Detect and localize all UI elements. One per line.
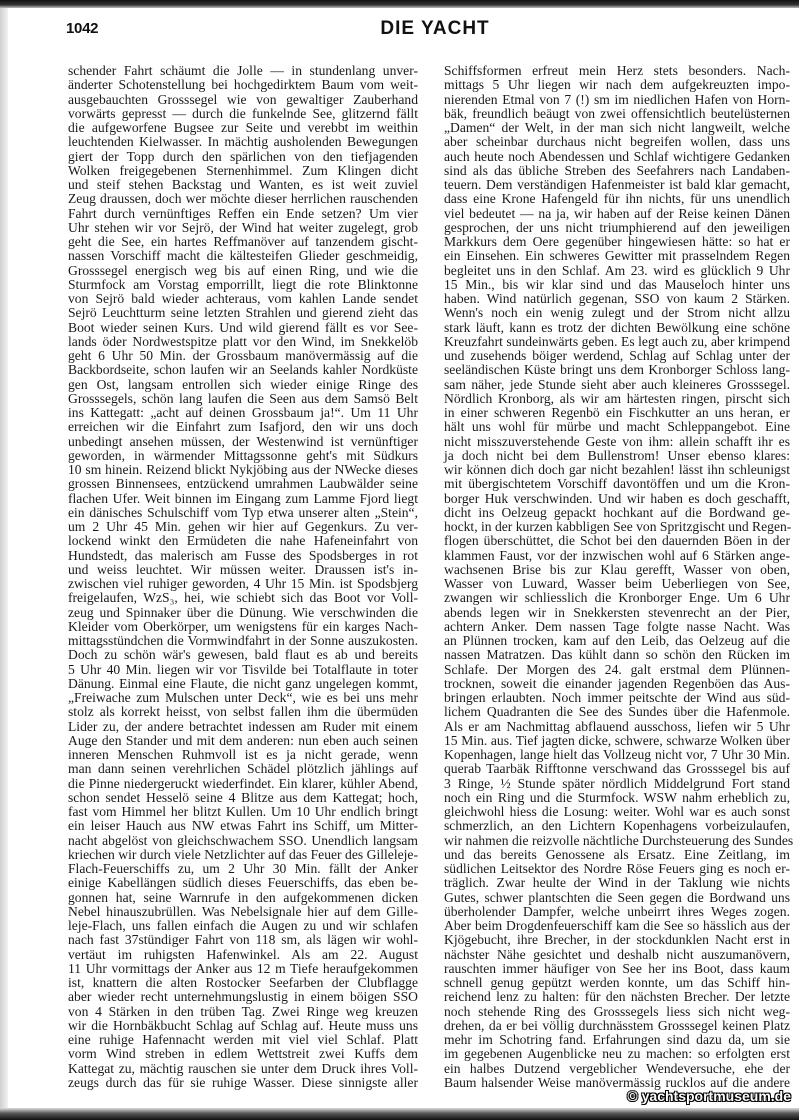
text-line: Uhr stehen wir vor Sejrö, der Wind hat weiter zugelegt, grob xyxy=(68,219,418,235)
text-line: trocknen, soweit die einander jagenden Regenböen das Aus- xyxy=(444,675,790,691)
text-line: inneren Menschen Ruhmvoll ist es ja nicht gerade, wenn xyxy=(68,747,418,762)
text-line: überholender Dampfer, welche unbeirrt ihres Weges zogen. xyxy=(444,903,790,919)
text-line: leuchtenden Kielwasser. In mächtig ausholenden Bewegungen xyxy=(68,134,418,150)
text-line: Wolken freigegebenen Sternenhimmel. Zum Klingen dicht xyxy=(68,162,418,178)
text-line: flachen Ufer. Weit binnen im Eingang zum Lamme Fjord liegt xyxy=(68,490,418,506)
text-line: haben. Wind natürlich gegenan, SSO von kaum 2 Stärken. xyxy=(444,291,790,306)
text-line: Flach-Feuerschiffs zu, um 2 Uhr 30 Min. fällt der Anker xyxy=(68,861,418,876)
text-line: vorm Wind streben in edlem Wettstreit zwei Kuffs dem xyxy=(68,1046,418,1062)
text-line: träglich. Zwar heulte der Wind in der Taklung wie nichts xyxy=(444,875,790,891)
text-line: Wenn's noch ein wenig zulegt und der Strom nicht allzu xyxy=(444,305,790,321)
text-line: nächster Nähe gesichtet und deshalb nicht auszumanövern, xyxy=(444,946,790,962)
text-line: und zusehends böiger werdend, Schlag auf Schlag unter der xyxy=(444,348,790,363)
text-line: borger Huk verschwinden. Und wir haben es doch geschafft, xyxy=(444,490,790,506)
text-line: Sejrö Leuchtturm seine letzten Strahlen und gierend zieht das xyxy=(68,305,418,321)
text-line: um 2 Uhr 45 Min. gehen wir hier auf Gegenkurs. Zu ver- xyxy=(68,519,418,534)
text-line: Kopenhagen, lange hielt das Vollzeug nicht vor, 7 Uhr 30 Min. xyxy=(444,747,790,762)
text-line: Schiffsformen erfreut mein Herz stets besonders. Nach- xyxy=(444,63,790,78)
text-line: Zeug draussen, doch wer möchte dieser herrlichen rauschenden xyxy=(68,191,418,207)
text-line: Baum halsender Weise manövermässig rucklos auf die andere xyxy=(444,1074,790,1090)
text-line: Hundstedt, das malerisch am Fusse des Spodsberges in rot xyxy=(68,547,418,563)
text-line: dass eine Krone Hafengeld für ihn nichts, für uns unendlich xyxy=(444,191,790,207)
text-line: ein dänisches Schulschiff vom Typ etwa unserer alten „Stein“, xyxy=(68,504,418,520)
text-line: Auge den Stander und mit dem anderen: nun eben auch seinen xyxy=(68,732,418,748)
text-line: Kjögebucht, ihre Brecher, in der stockdunklen Nacht erst in xyxy=(444,932,790,948)
text-line: mittagsstündchen die Vormwindfahrt in der Sonne auszukosten. xyxy=(68,633,418,648)
text-line: 15 Min. aus. Tief jagten dicke, schwere, schwarze Wolken über xyxy=(444,732,790,748)
text-line: freigelaufen, WzS₃, hei, wie schiebt sich das Boot vor Voll- xyxy=(68,590,418,606)
text-line: Markkurs dem Oere gegenüber hingewiesen hätte: so hat er xyxy=(444,234,790,249)
scan-top-edge xyxy=(0,0,799,8)
text-line: wachsenen Brise bis zur Klau gerefft, Wasser von oben, xyxy=(444,561,790,577)
text-line: Backbordseite, schon laufen wir an Seelands kahler Nordküste xyxy=(68,362,418,378)
text-line: einige Kabellängen südlich dieses Feuerschiffs, das eben be- xyxy=(68,875,418,891)
text-line: Wasser von Luward, Wasser beim Ueberliegen von See, xyxy=(444,576,790,591)
text-line: und weiss leuchtet. Wir müssen weiter. Draussen ist's in- xyxy=(68,561,418,577)
text-line: und das bereits Genossene als Ersatz. Eine Zeitlang, im xyxy=(444,846,790,862)
text-line: nacht abgelöst von gleichschwachem SSO. Unendlich langsam xyxy=(68,832,418,848)
text-line: man dann seinen verehrlichen Schädel plötzlich jählings auf xyxy=(68,761,418,777)
text-line: grossen Binnensees, entzückend umrahmen Laubwälder seine xyxy=(68,476,418,492)
text-line: reichend lenz zu halten: für den nächsten Brecher. Der letzte xyxy=(444,989,790,1005)
copyright-watermark: © yachtsportmuseum.de xyxy=(627,1088,791,1104)
text-line: an Plünnen trocken, kam auf den Leib, das Oelzeug auf die xyxy=(444,633,790,648)
text-line: seeländischen Küste bringt uns dem Kronborger Schloss lang- xyxy=(444,362,790,378)
text-line: Grosssegel energisch weg bis auf einen Ring, und wie die xyxy=(68,262,418,278)
text-line: von 4 Stärken in den trüben Tag. Zwei Ringe weg kreuzen xyxy=(68,1003,418,1019)
text-line: gesprochen, der uns nicht triumphierend auf den jeweiligen xyxy=(444,219,790,235)
text-line: ausgebauchten Grosssegel wie von gewaltiger Zauberhand xyxy=(68,91,418,107)
text-line: Aber beim Drogdenfeuerschiff kam die See so hässlich aus der xyxy=(444,918,790,933)
text-line: wir können dich doch gar nicht bezahlen! lässt ihn schleunigst xyxy=(444,462,790,477)
text-line: Kreuzfahrt sundeinwärts geben. Es legt auch zu, aber krimpend xyxy=(444,333,790,349)
text-line: Kattegat zu, mächtig rauschen sie unter dem Druck ihres Voll- xyxy=(68,1060,418,1076)
text-line: die aufgeworfene Bugsee zur Seite und verebbt im weithin xyxy=(68,120,418,135)
text-line: vorwärts gepresst — durch die funkelnde See, glitzernd fällt xyxy=(68,105,418,121)
text-line: rauschten immer häufiger von See her ins Boot, dass kaum xyxy=(444,960,790,976)
text-line: eine ruhige Hafennacht werden mit viel viel Schlaf. Platt xyxy=(68,1032,418,1047)
text-line: auch heute noch Abendessen und Schlaf wichtigere Gedanken xyxy=(444,148,790,164)
text-line: ein Einsehen. Ein schweres Gewitter mit prasselndem Regen xyxy=(444,248,790,264)
text-line: kriechen wir durch viele Netzlichter auf das Feuer des Gilleleje- xyxy=(68,846,418,862)
text-line: und steif stehen Backstag und Wanten, es ist weit zuviel xyxy=(68,177,418,192)
text-line: zwischen viel ruhiger geworden, 4 Uhr 15 Min. ist Spodsbjerg xyxy=(68,576,418,591)
text-line: 3 Ringe, ½ Stunde später nördlich Middelgrund Fort stand xyxy=(444,775,790,791)
text-line: Schlafe. Der Morgen des 24. galt erstmal dem Plünnen- xyxy=(444,661,790,677)
text-line: sind als das übliche Streben des Seefahrers nach Landaben- xyxy=(444,162,790,178)
text-line: gleichwohl hiess die Losung: weiter. Wohl war es auch sonst xyxy=(444,804,790,819)
text-line: drehen, da er bei völlig durchnässtem Grosssegel keinen Platz xyxy=(444,1017,790,1033)
text-line: nassen Matratzen. Das kühlt dann so schön den Rücken im xyxy=(444,647,790,663)
text-line: 15 Min., bis wir klar sind und das Mauseloch hinter uns xyxy=(444,276,790,292)
text-line: unbedingt ansehen müssen, der Westenwind ist vernünftiger xyxy=(68,433,418,449)
text-line: wir nahmen die reizvolle nächtliche Durchsteuerung des Sundes xyxy=(444,832,794,848)
text-column-left xyxy=(68,64,418,1090)
text-line: stark läuft, kann es trotz der dichten Bewölkung eine schöne xyxy=(444,319,790,335)
text-line: abends legen wir in Snekkersten stevenrecht an der Pier, xyxy=(444,604,790,620)
text-line: Gutes, schwer plantschten die Seen gegen die Bordwand uns xyxy=(444,889,790,905)
text-line: sam näher, jede Stunde sieht aber auch kleineres Grosssegel. xyxy=(444,376,790,392)
text-line: änderter Schotenstellung bei hochgedirktem Baum vom weit- xyxy=(68,77,418,93)
text-line: schmerzlich, an den Lichtern Kopenhagens vorbeizulaufen, xyxy=(444,818,790,834)
text-line: dicht ins Oelzeug gepackt hochkant auf die Bordwand ge- xyxy=(444,504,790,520)
text-line: nach fast 37stündiger Fahrt von 118 sm, als lägen wir wohl- xyxy=(68,932,418,948)
text-line: klammen Faust, vor der inzwischen wohl auf 6 Stärken ange- xyxy=(444,547,790,563)
text-line: „Damen“ der Welt, in der man sich nicht langweilt, welche xyxy=(444,120,790,135)
text-line: schnell genug gepützt werden konnte, um das Schiff hin- xyxy=(444,975,790,990)
page-number: 1042 xyxy=(66,20,99,37)
text-line: querab Taarbäk Rifftonne verschwand das Grosssegel bis auf xyxy=(444,761,790,777)
text-line: lands öder Nordwestspitze platt vor den Wind, im Snekkelöb xyxy=(68,333,418,349)
text-line: nierenden Etmal von 7 (!) sm im niedlichen Hafen von Horn- xyxy=(444,91,790,107)
text-line: „Freiwache zum Mulschen unter Deck“, wie es bei uns mehr xyxy=(68,690,418,705)
text-line: bringen erlaubten. Noch immer peitschte der Wind aus süd- xyxy=(444,690,790,705)
text-line: schender Fahrt schäumt die Jolle — in stundenlang unver- xyxy=(68,63,418,78)
text-line: mit übergischtetem Vorschiff davontöffen und um die Kron- xyxy=(444,476,790,492)
text-line: stolz als korrekt heisst, von selbst fallen ihm die übermüden xyxy=(68,704,418,720)
text-line: wir die Hornbäkbucht Schlag auf Schlag auf. Heute muss uns xyxy=(68,1017,418,1033)
text-line: Als er am Nachmittag abflauend ausschoss, liefen wir 5 Uhr xyxy=(444,718,790,734)
journal-title: DIE YACHT xyxy=(380,18,490,39)
text-line: aber scheinbar durchaus nicht begreifen wollen, dass uns xyxy=(444,134,790,150)
text-line: fast vom Himmel her blitzt Kullen. Um 10 Uhr endlich bringt xyxy=(68,804,418,819)
text-line: 5 Uhr 40 Min. liegen wir vor Tisvilde bei Totalflaute in toter xyxy=(68,661,418,677)
text-line: ein leiser Hauch aus NW etwas Fahrt ins Schiff, um Mitter- xyxy=(68,818,418,834)
text-line: achtern Anker. Dem nassen Tage folgte nasse Nacht. Was xyxy=(444,618,790,634)
text-line: ins Kattegatt: „acht auf deinen Grossbaum ja!“. Um 11 Uhr xyxy=(68,405,418,420)
text-line: begleitet uns in den Schlaf. Am 23. wird es glücklich 9 Uhr xyxy=(444,262,790,278)
text-line: noch stehende Ring des Grosssegels liess sich nicht weg- xyxy=(444,1003,790,1019)
text-line: geworden, in wärmender Mittagssonne geht's mit Südkurs xyxy=(68,447,418,463)
text-line: zeug und Spinnaker über die Dünung. Wie verschwinden die xyxy=(68,604,418,620)
text-line: flogen überschüttet, die Schot bei den dauernden Böen in der xyxy=(444,533,790,549)
text-line: in einer schweren Regenbö ein Fischkutter an uns heran, er xyxy=(444,405,790,420)
text-line: hält uns wohl für mürbe und macht Schleppangebot. Eine xyxy=(444,419,790,435)
text-line: im gegebenen Augenblicke neu zu machen: so erfolgten erst xyxy=(444,1046,790,1062)
text-line: Dänung. Einmal eine Flaute, die nicht ganz ungelegen kommt, xyxy=(68,675,418,691)
text-line: nicht misszuverstehende Geste von ihm: allein schafft ihr es xyxy=(444,433,790,449)
text-line: Boot wieder seinen Kurs. Und wild gierend fällt es vor See- xyxy=(68,319,418,335)
text-line: von Sejrö bald wieder achteraus, vom kahlen Lande sendet xyxy=(68,291,418,306)
scan-left-edge xyxy=(0,8,8,1108)
text-line: zeugs durch das für sie ruhige Wasser. Diese sinnigste aller xyxy=(68,1074,418,1090)
text-line: ist, knattern die alten Rostocker Seefarben der Clubflagge xyxy=(68,975,418,990)
text-line: teuern. Dem verständigen Hafenmeister ist bald klar gemacht, xyxy=(444,177,790,192)
text-line: nassen Vorschiff macht die kältesteifen Glieder geschmeidig, xyxy=(68,248,418,264)
text-line: gonnen hat, seine Warnrufe in den aufgekommenen dicken xyxy=(68,889,418,905)
text-line: geht die See, ein hartes Reffmanöver auf tanzendem gischt- xyxy=(68,234,418,249)
text-line: geht 6 Uhr 50 Min. der Grossbaum manövermässig auf die xyxy=(68,348,418,363)
text-column-right xyxy=(444,63,794,1090)
text-line: Nördlich Kronborg, als wir am härtesten ringen, pirscht sich xyxy=(444,390,790,406)
text-line: 11 Uhr vormittags der Anker aus 12 m Tiefe heraufgekommen xyxy=(68,960,418,976)
text-line: noch ein Ring und die Sturmfock. WSW nahm erheblich zu, xyxy=(444,789,790,805)
text-line: ein halbes Dutzend vergeblicher Wendeversuche, ehe der xyxy=(444,1060,790,1076)
text-line: aber wieder recht unternehmungslustig in einem böigen SSO xyxy=(68,989,418,1005)
text-line: Sturmfock am Vorstag emporrillt, liegt die rote Blinktonne xyxy=(68,276,418,292)
text-line: südlichen Leitsektor des Nordre Röse Feuers ging es noch er- xyxy=(444,861,790,876)
text-line: die Pinne niedergeruckt wiederfindet. Ein klarer, kühler Abend, xyxy=(68,775,418,791)
text-line: zwangen wir schliesslich die Kronborger Enge. Um 6 Uhr xyxy=(444,590,790,606)
text-line: erreichen wir die Einfahrt zum Isafjord, den wir uns doch xyxy=(68,419,418,435)
scan-bottom-edge xyxy=(0,1108,799,1120)
text-line: Nebel hinauszubrüllen. Was Nebelsignale hier auf dem Gille- xyxy=(68,903,418,919)
text-line: Lider zu, der andere betrachtet indessen am Ruder mit einem xyxy=(68,718,418,734)
text-line: leje-Flach, uns fallen einfach die Augen zu und wir schlafen xyxy=(68,918,418,933)
text-line: Fahrt durch vernünftiges Reffen ein Ende setzen? Um vier xyxy=(68,205,418,221)
text-line: mittags 5 Uhr liegen wir nach dem aufgekreuzten impo- xyxy=(444,77,790,93)
text-line: lichem Quadranten die See des Sundes über die Hafenmole. xyxy=(444,704,790,720)
text-line: gen Ost, langsam entrollen sich wieder einige Ringe des xyxy=(68,376,418,392)
text-line: vertäut im ruhigsten Hafenwinkel. Als am 22. August xyxy=(68,946,418,962)
text-line: giert der Topp durch den spärlichen von den tiefjagenden xyxy=(68,148,418,164)
text-line: Kleider vom Oberkörper, um wenigstens für ein karges Nach- xyxy=(68,618,418,634)
text-line: bäk, freundlich beäugt von zwei offensichtlich beutelüsternen xyxy=(444,105,790,121)
text-line: Grosssegels, schön lang laufen die Seen aus dem Samsö Belt xyxy=(68,390,418,406)
text-line: lockend winkt den Ermüdeten die nahe Hafeneinfahrt von xyxy=(68,533,418,549)
text-line: hockt, in der kurzen kabbligen See von Spritzgischt und Regen- xyxy=(444,519,792,534)
text-line: schon sendet Hesselö seine 4 Blitze aus dem Kattegat; hoch, xyxy=(68,789,418,805)
text-line: Doch zu schön wär's gewesen, bald flaut es ab und bereits xyxy=(68,647,418,663)
text-line: ja doch nicht bei dem Bullenstrom! Unser ebenso klares: xyxy=(444,447,790,463)
text-line: viel bedeutet — na ja, wir haben auf der Reise keinen Dänen xyxy=(444,205,790,221)
text-line: mehr im Schotring fand. Erfahrungen sind dazu da, um sie xyxy=(444,1032,790,1047)
text-line: 10 sm hinein. Reizend blickt Nykjöbing aus der NWecke dieses xyxy=(68,462,418,477)
